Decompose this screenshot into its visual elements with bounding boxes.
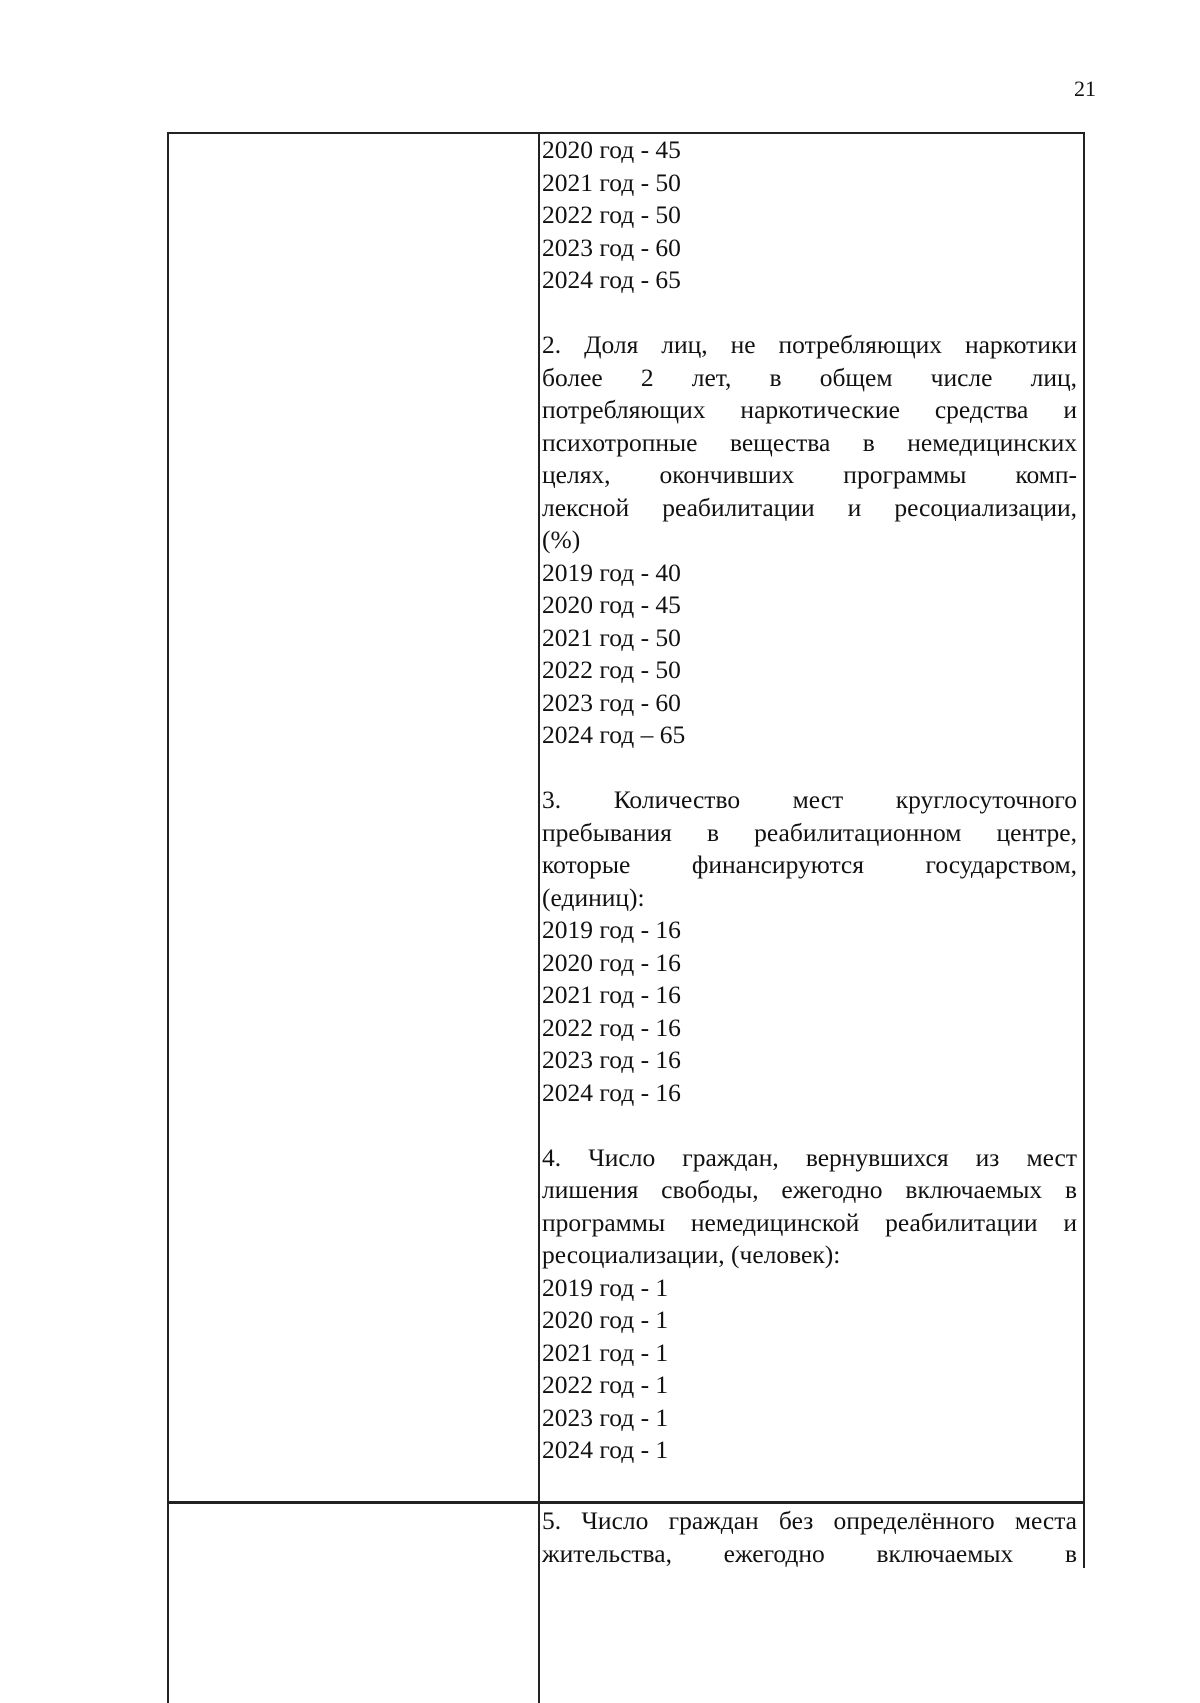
year-value: 2020 год - 1 <box>542 1305 669 1334</box>
year-value: 2024 год – 65 <box>542 720 686 749</box>
indicator-4-unit: ресоциализации, (человек): <box>542 1240 841 1269</box>
indicator-2-text: более 2 лет, в общем числе лиц, <box>542 362 1077 392</box>
indicator-3-unit: (единиц): <box>542 882 645 912</box>
year-value: 2019 год - 40 <box>542 557 681 587</box>
indicator-2-text: потребляющих наркотические средства и <box>542 395 1077 424</box>
year-value: 2021 год - 50 <box>542 622 681 652</box>
spacer <box>542 1109 1077 1142</box>
indicator-2-text: целях, окончивших программы комп- <box>542 460 1077 489</box>
indicator-2-text: 2. Доля лиц, не потребляющих наркотики <box>542 330 1077 359</box>
indicator-3-text: 3. Количество мест круглосуточного <box>542 785 1077 814</box>
year-value: 2020 год - 16 <box>542 947 681 977</box>
indicator-3-text: пребывания в реабилитационном центре, <box>542 817 1077 847</box>
year-value: 2023 год - 16 <box>542 1045 681 1074</box>
table-border-right <box>1083 134 1085 1504</box>
table-row <box>167 1501 1085 1703</box>
year-value: 2019 год - 1 <box>542 1272 669 1302</box>
table-border-left <box>167 134 169 1504</box>
spacer <box>542 752 1077 785</box>
indicator-4-text: программы немедицинской реабилитации и <box>542 1207 1077 1237</box>
table-row <box>167 132 1085 1504</box>
year-value: 2021 год - 1 <box>542 1337 669 1367</box>
indicator-5-text: жительства, ежегодно включаемых в <box>542 1538 1077 1568</box>
page-number: 21 <box>1074 76 1096 101</box>
year-value: 2022 год - 50 <box>542 655 681 684</box>
year-value: 2023 год - 60 <box>542 232 681 262</box>
year-value: 2019 год - 16 <box>542 915 681 944</box>
year-value: 2024 год - 1 <box>542 1435 669 1464</box>
indicator-3-text: которые финансируются государством, <box>542 850 1077 879</box>
year-value: 2024 год - 65 <box>542 265 681 294</box>
indicator-2-unit: (%) <box>542 525 581 554</box>
indicator-4-text: лишения свободы, ежегодно включаемых в <box>542 1175 1077 1204</box>
year-value: 2021 год - 16 <box>542 980 681 1009</box>
indicator-4-text: 4. Число граждан, вернувшихся из мест <box>542 1142 1077 1172</box>
program-table <box>167 132 1085 1700</box>
indicator-2-text: психотропные вещества в немедицинских <box>542 427 1077 457</box>
year-value: 2022 год - 1 <box>542 1370 669 1399</box>
table-border-middle <box>538 134 540 1504</box>
year-value: 2020 год - 45 <box>542 135 681 164</box>
table-border-middle <box>538 1503 540 1703</box>
indicator-2-text: лексной реабилитации и ресоциализации, <box>542 492 1077 522</box>
year-value: 2020 год - 45 <box>542 590 681 619</box>
year-value: 2024 год - 16 <box>542 1077 681 1107</box>
year-value: 2021 год - 50 <box>542 167 681 197</box>
year-value: 2022 год - 16 <box>542 1012 681 1042</box>
table-border-left <box>167 1503 169 1703</box>
indicators-cell <box>542 1505 1077 1570</box>
table-border-right <box>1083 1503 1085 1568</box>
year-value: 2022 год - 50 <box>542 200 681 229</box>
spacer <box>542 297 1077 330</box>
indicator-5-text: 5. Число граждан без определённого места <box>542 1506 1077 1535</box>
year-value: 2023 год - 1 <box>542 1402 669 1432</box>
indicators-cell <box>542 134 1077 1467</box>
year-value: 2023 год - 60 <box>542 687 681 717</box>
